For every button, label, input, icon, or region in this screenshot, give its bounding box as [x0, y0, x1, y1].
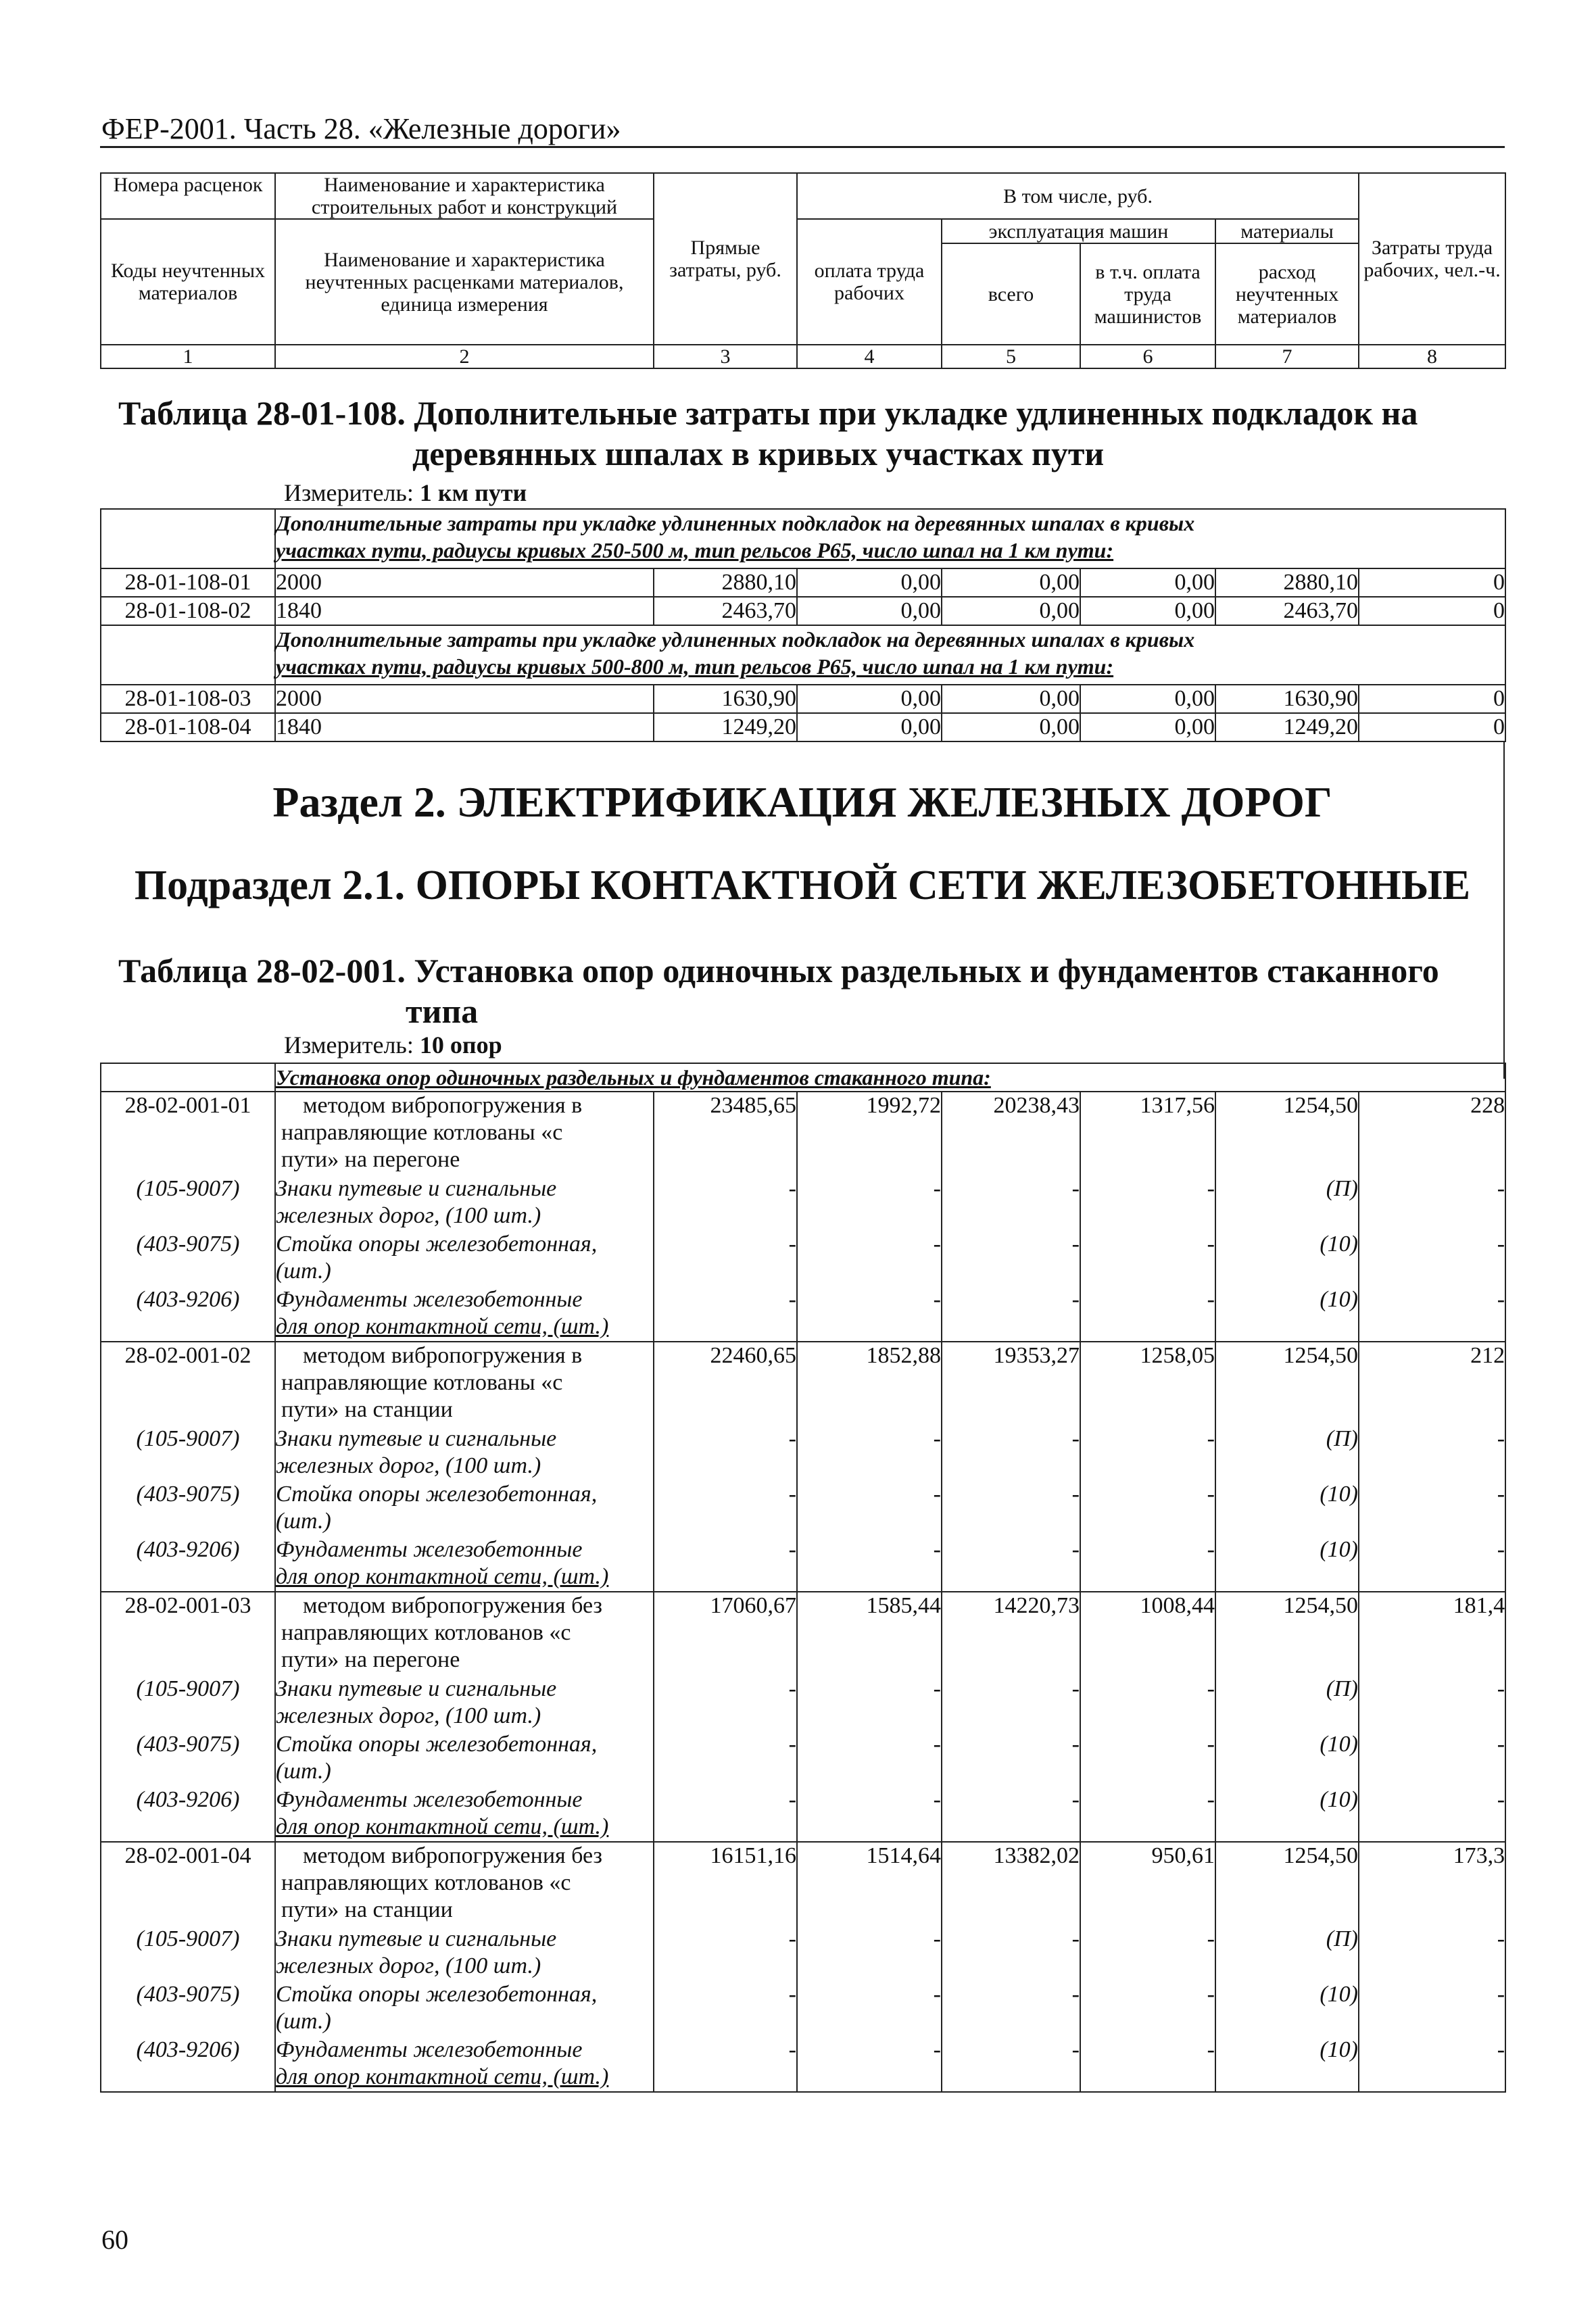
row-c3: 16151,16 — [654, 1842, 797, 1926]
material-row — [101, 1981, 1505, 2037]
material-c8: - — [1359, 1286, 1505, 1342]
column-header-table — [100, 172, 1506, 369]
material-c7: (10) — [1215, 1231, 1359, 1286]
row-c4: 1992,72 — [797, 1092, 942, 1175]
measure-value: 10 опор — [419, 1031, 502, 1058]
row-c7: 1254,50 — [1215, 1592, 1359, 1676]
material-c7: (П) — [1215, 1425, 1359, 1481]
material-row — [101, 1175, 1505, 1231]
material-name — [275, 2037, 654, 2092]
row-c3: 2880,10 — [654, 568, 797, 597]
hdr-machines: эксплуатация машин — [942, 219, 1215, 243]
name-line: для опор контактной сети, (шт.) — [276, 1814, 609, 1839]
name-line: Знаки путевые и сигнальные — [276, 1426, 557, 1451]
material-c6: - — [1080, 1676, 1215, 1731]
row-c3: 23485,65 — [654, 1092, 797, 1175]
material-c6: - — [1080, 1981, 1215, 2037]
caption-line: Дополнительные затраты при укладке удлиненных подкладок на деревянных шпалах в кривых — [276, 627, 1195, 652]
material-c5: - — [942, 1231, 1080, 1286]
row-c8: 173,3 — [1359, 1842, 1505, 1926]
material-name — [275, 1175, 654, 1231]
material-c7: (П) — [1215, 1926, 1359, 1981]
row-c6: 1008,44 — [1080, 1592, 1215, 1676]
row-c5: 0,00 — [942, 685, 1080, 713]
name-line: Знаки путевые и сигнальные — [276, 1926, 557, 1951]
row-name — [275, 1092, 654, 1175]
row-c8: 0 — [1359, 568, 1505, 597]
row-c5: 14220,73 — [942, 1592, 1080, 1676]
material-c7: (10) — [1215, 1286, 1359, 1342]
material-c6: - — [1080, 1536, 1215, 1592]
material-c7: (П) — [1215, 1676, 1359, 1731]
hdr-num-8: 8 — [1359, 345, 1505, 368]
name-line: направляющие котлованы «с — [281, 1370, 563, 1395]
row-c8: 181,4 — [1359, 1592, 1505, 1676]
material-c4: - — [797, 1481, 942, 1536]
material-name — [275, 1481, 654, 1536]
name-line: (шт.) — [276, 1259, 331, 1284]
material-c4: - — [797, 1676, 942, 1731]
material-c8: - — [1359, 1926, 1505, 1981]
name-line: пути» на перегоне — [281, 1647, 460, 1672]
material-c3: - — [654, 1481, 797, 1536]
material-c3: - — [654, 1286, 797, 1342]
table-row — [101, 597, 1505, 625]
row-c7: 1249,20 — [1215, 713, 1359, 741]
material-c3: - — [654, 1676, 797, 1731]
material-c6: - — [1080, 2037, 1215, 2092]
material-c4: - — [797, 1425, 942, 1481]
material-name — [275, 1981, 654, 2037]
material-c3: - — [654, 1981, 797, 2037]
material-c3: - — [654, 1731, 797, 1786]
measure-label: Измеритель: — [284, 479, 414, 506]
material-c6: - — [1080, 1731, 1215, 1786]
material-c8: - — [1359, 1231, 1505, 1286]
hdr-col2-top: Наименование и характеристика строительных работ и конструкций — [275, 173, 654, 219]
row-code: 28-02-001-04 — [101, 1842, 275, 1926]
row-c4: 1514,64 — [797, 1842, 942, 1926]
name-line: направляющих котлованов «с — [281, 1870, 571, 1895]
material-c4: - — [797, 1231, 942, 1286]
name-line: (шт.) — [276, 2009, 331, 2034]
material-row — [101, 1676, 1505, 1731]
hdr-col1-top: Номера расценок — [101, 173, 275, 219]
material-code: (403-9075) — [101, 1981, 275, 2037]
material-code: (105-9007) — [101, 1676, 275, 1731]
row-name: 2000 — [275, 685, 654, 713]
material-c3: - — [654, 1175, 797, 1231]
table001-title-line2: типа — [406, 992, 479, 1030]
material-c3: - — [654, 1926, 797, 1981]
table108-group1-caption — [275, 509, 1505, 568]
row-code: 28-01-108-04 — [101, 713, 275, 741]
row-c8: 0 — [1359, 597, 1505, 625]
material-c5: - — [942, 2037, 1080, 2092]
row-c4: 1585,44 — [797, 1592, 942, 1676]
material-c4: - — [797, 1286, 942, 1342]
row-c8: 228 — [1359, 1092, 1505, 1175]
row-name — [275, 1592, 654, 1676]
table108-title-line1: Таблица 28-01-108. Дополнительные затраты при укладке удлиненных подкладок на — [118, 394, 1418, 432]
material-name — [275, 1231, 654, 1286]
row-code: 28-02-001-03 — [101, 1592, 275, 1676]
row-c3: 17060,67 — [654, 1592, 797, 1676]
table108-measure — [284, 479, 527, 507]
hdr-num-5: 5 — [942, 345, 1080, 368]
material-code: (403-9075) — [101, 1731, 275, 1786]
row-c6: 0,00 — [1080, 685, 1215, 713]
row-c4: 0,00 — [797, 713, 942, 741]
name-line: пути» на перегоне — [281, 1147, 460, 1172]
material-row — [101, 1231, 1505, 1286]
material-c3: - — [654, 1536, 797, 1592]
hdr-num-3: 3 — [654, 345, 797, 368]
table001-caption: Установка опор одиночных раздельных и фундаментов стаканного типа: — [275, 1063, 1505, 1092]
name-line: для опор контактной сети, (шт.) — [276, 2064, 609, 2089]
material-c8: - — [1359, 1175, 1505, 1231]
material-name — [275, 1926, 654, 1981]
material-c6: - — [1080, 1175, 1215, 1231]
hdr-num-2: 2 — [275, 345, 654, 368]
row-name: 2000 — [275, 568, 654, 597]
measure-value: 1 км пути — [419, 479, 527, 506]
name-line: Фундаменты железобетонные — [276, 2037, 583, 2062]
row-c7: 2880,10 — [1215, 568, 1359, 597]
row-c6: 0,00 — [1080, 568, 1215, 597]
material-c6: - — [1080, 1481, 1215, 1536]
table-row — [101, 1592, 1505, 1676]
row-c5: 0,00 — [942, 568, 1080, 597]
material-code: (105-9007) — [101, 1425, 275, 1481]
row-c4: 0,00 — [797, 568, 942, 597]
row-code: 28-01-108-01 — [101, 568, 275, 597]
name-line: Стойка опоры железобетонная, — [276, 1982, 598, 2007]
material-row — [101, 1731, 1505, 1786]
row-c5: 19353,27 — [942, 1342, 1080, 1425]
table108-group2-caption — [275, 625, 1505, 685]
material-c6: - — [1080, 1286, 1215, 1342]
row-c6: 1317,56 — [1080, 1092, 1215, 1175]
row-c8: 212 — [1359, 1342, 1505, 1425]
material-c3: - — [654, 2037, 797, 2092]
material-code: (403-9075) — [101, 1481, 275, 1536]
row-name: 1840 — [275, 597, 654, 625]
caption-line: участках пути, радиусы кривых 500-800 м, тип рельсов Р65, число шпал на 1 км пути: — [276, 654, 1114, 679]
hdr-col4: оплата труда рабочих — [797, 219, 942, 345]
row-c5: 13382,02 — [942, 1842, 1080, 1926]
material-c6: - — [1080, 1926, 1215, 1981]
table-row — [101, 1342, 1505, 1425]
material-c7: (П) — [1215, 1175, 1359, 1231]
row-c5: 0,00 — [942, 597, 1080, 625]
row-c3: 22460,65 — [654, 1342, 797, 1425]
material-c4: - — [797, 1981, 942, 2037]
material-name — [275, 1286, 654, 1342]
name-line: Фундаменты железобетонные — [276, 1287, 583, 1312]
hdr-num-4: 4 — [797, 345, 942, 368]
name-line: железных дорог, (100 шт.) — [276, 1203, 541, 1228]
name-line: направляющих котлованов «с — [281, 1620, 571, 1645]
row-c7: 2463,70 — [1215, 597, 1359, 625]
row-code: 28-02-001-02 — [101, 1342, 275, 1425]
material-c5: - — [942, 1286, 1080, 1342]
material-c5: - — [942, 1425, 1080, 1481]
row-name — [275, 1342, 654, 1425]
name-line: железных дорог, (100 шт.) — [276, 1703, 541, 1728]
material-c3: - — [654, 1231, 797, 1286]
material-c5: - — [942, 1981, 1080, 2037]
material-code: (105-9007) — [101, 1175, 275, 1231]
hdr-col1-bottom: Коды неучтенных материалов — [101, 219, 275, 345]
hdr-col8: Затраты труда рабочих, чел.-ч. — [1359, 173, 1505, 345]
hdr-col3: Прямые затраты, руб. — [654, 173, 797, 345]
material-name — [275, 1731, 654, 1786]
caption-line: участках пути, радиусы кривых 250-500 м, тип рельсов Р65, число шпал на 1 км пути: — [276, 538, 1114, 562]
material-code: (403-9075) — [101, 1231, 275, 1286]
material-name — [275, 1536, 654, 1592]
material-c7: (10) — [1215, 1536, 1359, 1592]
name-line: Знаки путевые и сигнальные — [276, 1176, 557, 1201]
name-line: для опор контактной сети, (шт.) — [276, 1314, 609, 1339]
material-c7: (10) — [1215, 2037, 1359, 2092]
table108 — [100, 508, 1506, 742]
subsection-title: Подраздел 2.1. ОПОРЫ КОНТАКТНОЙ СЕТИ ЖЕЛЕЗОБЕТОННЫЕ — [134, 862, 1471, 908]
material-c8: - — [1359, 1786, 1505, 1842]
row-c8: 0 — [1359, 713, 1505, 741]
table-row — [101, 568, 1505, 597]
name-line: методом вибропогружения в — [303, 1093, 583, 1118]
material-c4: - — [797, 1175, 942, 1231]
row-c3: 2463,70 — [654, 597, 797, 625]
name-line: (шт.) — [276, 1759, 331, 1784]
name-line: для опор контактной сети, (шт.) — [276, 1564, 609, 1589]
material-c3: - — [654, 1786, 797, 1842]
material-c8: - — [1359, 1981, 1505, 2037]
material-c8: - — [1359, 1731, 1505, 1786]
material-c5: - — [942, 1175, 1080, 1231]
material-name — [275, 1786, 654, 1842]
name-line: железных дорог, (100 шт.) — [276, 1453, 541, 1478]
name-line: Фундаменты железобетонные — [276, 1787, 583, 1812]
row-c7: 1254,50 — [1215, 1342, 1359, 1425]
hdr-num-7: 7 — [1215, 345, 1359, 368]
row-c3: 1630,90 — [654, 685, 797, 713]
row-c4: 1852,88 — [797, 1342, 942, 1425]
row-c5: 20238,43 — [942, 1092, 1080, 1175]
material-c4: - — [797, 1731, 942, 1786]
material-c4: - — [797, 1536, 942, 1592]
row-name: 1840 — [275, 713, 654, 741]
material-c5: - — [942, 1731, 1080, 1786]
row-c7: 1254,50 — [1215, 1092, 1359, 1175]
material-c7: (10) — [1215, 1981, 1359, 2037]
material-c4: - — [797, 1786, 942, 1842]
material-row — [101, 1926, 1505, 1981]
measure-label: Измеритель: — [284, 1031, 414, 1058]
material-c5: - — [942, 1786, 1080, 1842]
row-c4: 0,00 — [797, 597, 942, 625]
name-line: железных дорог, (100 шт.) — [276, 1953, 541, 1978]
name-line: методом вибропогружения без — [303, 1593, 602, 1618]
material-row — [101, 1425, 1505, 1481]
page-header: ФЕР-2001. Часть 28. «Железные дороги» — [101, 112, 621, 145]
name-line: методом вибропогружения без — [303, 1843, 602, 1868]
material-c7: (10) — [1215, 1731, 1359, 1786]
material-c3: - — [654, 1425, 797, 1481]
caption-line: Дополнительные затраты при укладке удлиненных подкладок на деревянных шпалах в кривых — [276, 511, 1195, 535]
name-line: Стойка опоры железобетонная, — [276, 1732, 598, 1757]
name-line: пути» на станции — [281, 1897, 453, 1922]
name-line: пути» на станции — [281, 1397, 453, 1422]
material-row — [101, 1786, 1505, 1842]
page-number: 60 — [101, 2224, 128, 2255]
material-row — [101, 1481, 1505, 1536]
hdr-col5: всего — [942, 243, 1080, 345]
material-name — [275, 1676, 654, 1731]
material-c5: - — [942, 1536, 1080, 1592]
material-c6: - — [1080, 1231, 1215, 1286]
table108-title-line2: деревянных шпалах в кривых участках пути — [412, 435, 1105, 472]
hdr-num-6: 6 — [1080, 345, 1215, 368]
row-code: 28-01-108-03 — [101, 685, 275, 713]
section-title: Раздел 2. ЭЛЕКТРИФИКАЦИЯ ЖЕЛЕЗНЫХ ДОРОГ — [272, 778, 1332, 826]
material-c8: - — [1359, 1481, 1505, 1536]
material-c4: - — [797, 2037, 942, 2092]
material-c5: - — [942, 1926, 1080, 1981]
row-c8: 0 — [1359, 685, 1505, 713]
row-c6: 0,00 — [1080, 713, 1215, 741]
material-c5: - — [942, 1481, 1080, 1536]
material-c8: - — [1359, 1676, 1505, 1731]
hdr-col2-bottom: Наименование и характеристика неучтенных расценками материалов, единица измерения — [275, 219, 654, 345]
hdr-materials: материалы — [1215, 219, 1359, 243]
hdr-col7: расход неучтенных материалов — [1215, 243, 1359, 345]
table001-title-line1: Таблица 28-02-001. Установка опор одиночных раздельных и фундаментов стаканного — [118, 952, 1439, 990]
material-code: (105-9007) — [101, 1926, 275, 1981]
row-c3: 1249,20 — [654, 713, 797, 741]
table-row — [101, 685, 1505, 713]
name-line: (шт.) — [276, 1509, 331, 1534]
table001-measure — [284, 1031, 502, 1059]
hdr-num-1: 1 — [101, 345, 275, 368]
table-row — [101, 1092, 1505, 1175]
row-c6: 950,61 — [1080, 1842, 1215, 1926]
row-c7: 1254,50 — [1215, 1842, 1359, 1926]
material-c7: (10) — [1215, 1786, 1359, 1842]
row-code: 28-01-108-02 — [101, 597, 275, 625]
material-c8: - — [1359, 2037, 1505, 2092]
hdr-col6: в т.ч. оплата труда машинистов — [1080, 243, 1215, 345]
row-c5: 0,00 — [942, 713, 1080, 741]
hdr-group: В том числе, руб. — [797, 173, 1359, 219]
material-name — [275, 1425, 654, 1481]
row-c6: 1258,05 — [1080, 1342, 1215, 1425]
material-c8: - — [1359, 1536, 1505, 1592]
material-code: (403-9206) — [101, 2037, 275, 2092]
table001 — [100, 1063, 1506, 2093]
table-row — [101, 1842, 1505, 1926]
material-c4: - — [797, 1926, 942, 1981]
material-c6: - — [1080, 1786, 1215, 1842]
table-row — [101, 713, 1505, 741]
name-line: Знаки путевые и сигнальные — [276, 1676, 557, 1701]
row-name — [275, 1842, 654, 1926]
material-row — [101, 1536, 1505, 1592]
name-line: Стойка опоры железобетонная, — [276, 1482, 598, 1507]
name-line: Фундаменты железобетонные — [276, 1537, 583, 1562]
name-line: методом вибропогружения в — [303, 1343, 583, 1368]
name-line: Стойка опоры железобетонная, — [276, 1232, 598, 1257]
row-c6: 0,00 — [1080, 597, 1215, 625]
material-c6: - — [1080, 1425, 1215, 1481]
material-c7: (10) — [1215, 1481, 1359, 1536]
material-c8: - — [1359, 1425, 1505, 1481]
material-row — [101, 1286, 1505, 1342]
material-row — [101, 2037, 1505, 2092]
material-c5: - — [942, 1676, 1080, 1731]
row-c7: 1630,90 — [1215, 685, 1359, 713]
name-line: направляющие котлованы «с — [281, 1120, 563, 1145]
row-code: 28-02-001-01 — [101, 1092, 275, 1175]
row-c4: 0,00 — [797, 685, 942, 713]
material-code: (403-9206) — [101, 1536, 275, 1592]
material-code: (403-9206) — [101, 1286, 275, 1342]
header-rule — [100, 146, 1505, 148]
material-code: (403-9206) — [101, 1786, 275, 1842]
